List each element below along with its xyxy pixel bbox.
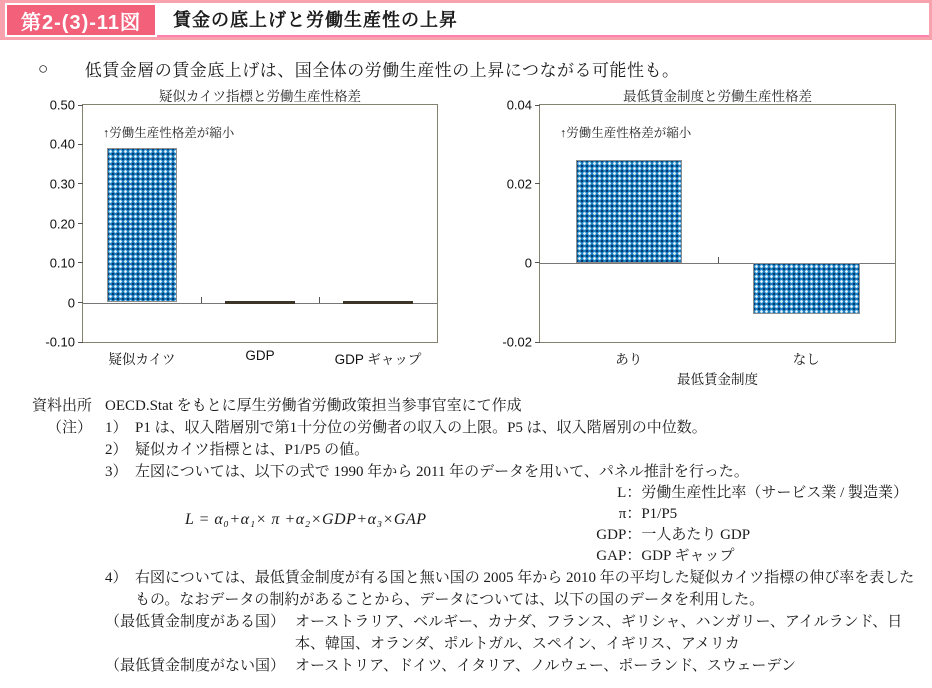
chart-title: 最低賃金制度と労働生産性格差 [623,89,812,104]
y-tick-mark [78,183,83,184]
country-group-list: オーストラリア、ベルギー、カナダ、フランス、ギリシャ、ハンガリー、アイルランド、日本、韓国、オランダ、ポルトガル、スペイン、イギリス、アメリカ [295,614,903,652]
x-category-label: GDP ギャップ [334,352,422,367]
note-row [0,417,918,677]
legend-key: L [617,485,627,501]
y-tick-label: -0.10 [45,334,75,350]
country-group-label: （最低賃金制度がない国） [105,658,286,674]
y-tick-label: -0.02 [502,334,532,350]
country-group-row [105,611,918,655]
legend-key: π [618,506,627,522]
y-tick-mark [78,342,83,343]
legend-key: GAP [596,548,627,564]
note-item [105,417,918,439]
x-category-label: なし [792,352,820,367]
figure-header [0,0,932,40]
y-tick-label: 0.04 [506,97,532,113]
y-tick-mark [78,144,83,145]
y-tick-mark [535,105,540,106]
y-tick-label: 0.10 [49,255,75,271]
source-text: OECD.Stat をもとに厚生労働省労働政策担当参事官室にて作成 [105,398,522,414]
notes-section [0,395,932,677]
y-tick-mark [78,262,83,263]
x-category-label: 疑似カイツ [108,352,176,367]
legend-key: GDP [596,527,627,543]
note-item-text: P1 は、収入階層別で第1十分位の労働者の収入の上限。P5 は、収入階層別の中位数。 [135,420,707,436]
note-items [100,417,918,677]
x-category-label: あり [615,352,643,367]
source-row [0,395,918,417]
annotation-productivity-gap-shrinks: ↑労働生産性格差が縮小 [103,126,235,140]
note-item-number: 1） [105,420,128,436]
country-group-list: オーストリア、ドイツ、イタリア、ノルウェー、ポーランド、スウェーデン [295,658,797,674]
circle-bullet-icon: ○ [38,58,49,78]
legend-colon: ： [626,548,642,564]
note-item [105,461,918,483]
figure-title: 賃金の底上げと労働生産性の上昇 [157,3,929,37]
category-boundary-tick [201,297,202,303]
legend-row [586,504,908,525]
charts-row [0,85,932,385]
category-boundary-tick [718,257,719,263]
regression-formula: L = α₀+α₁× π +α₂×GDP+α₃×GAP [185,511,427,528]
lead-text: 低賃金層の賃金底上げは、国全体の労働生産性の上昇につながる可能性も。 [84,61,680,80]
chart-pseudo-kaitz [24,85,440,385]
note-item-text: 右図については、最低賃金制度が有る国と無い国の 2005 年から 2010 年の平均した疑似カイツ指標の伸び率を表したもの。なおデータの制約があることから、データについては、以下の国のデータを利用した。 [135,570,915,608]
legend-row [586,525,908,546]
legend-colon: ： [626,485,642,501]
x-category-label: GDP [245,348,275,363]
figure-number-label: 第2-(3)-11図 [5,3,157,37]
legend-row [586,483,908,504]
note-item-number: 4） [105,570,128,586]
y-tick-label: 0.50 [49,97,75,113]
legend-colon: ： [626,506,642,522]
x-axis-label: 最低賃金制度 [677,372,758,387]
note-item-number: 3） [105,464,128,480]
y-tick-mark [78,105,83,106]
bar-疑似カイツ [107,148,178,302]
note-item-text: 左図については、以下の式で 1990 年から 2011 年のデータを用いて、パネル推計を行った。 [135,464,749,480]
formula-row [105,483,918,567]
chart-minimum-wage [484,85,898,385]
y-tick-label: 0 [524,255,532,271]
bar-なし [753,263,860,314]
y-tick-mark [78,223,83,224]
note-item [105,439,918,461]
bar-あり [576,160,683,263]
annotation-productivity-gap-shrinks: ↑労働生産性格差が縮小 [560,126,692,140]
y-tick-mark [535,342,540,343]
note-label: （注） [46,420,92,436]
variable-legend [586,483,908,567]
legend-text: 一人あたり GDP [641,527,751,543]
lead-sentence [38,56,932,81]
y-tick-label: 0 [67,295,75,310]
legend-row [586,546,908,567]
source-label: 資料出所 [31,398,92,414]
country-group-label: （最低賃金制度がある国） [105,614,286,630]
plot-area [502,97,896,387]
category-boundary-tick [319,297,320,303]
legend-colon: ： [626,527,642,543]
legend-text: P1/P5 [641,506,678,522]
legend-text: GDP ギャップ [641,548,735,564]
plot-area [45,97,438,367]
y-tick-label: 0.30 [49,176,75,192]
note-item [105,567,918,611]
bar-GDP [225,301,296,304]
bar-GDP ギャップ [343,301,414,304]
country-group-row [105,655,918,677]
y-tick-label: 0.40 [49,136,75,152]
note-item-text: 疑似カイツ指標とは、P1/P5 の値。 [135,442,370,458]
chart-title: 疑似カイツ指標と労働生産性格差 [158,89,362,104]
y-tick-label: 0.02 [506,176,532,192]
y-tick-label: 0.20 [49,216,75,231]
legend-text: 労働生産性比率（サービス業 / 製造業） [641,485,908,501]
y-tick-mark [535,183,540,184]
note-item-number: 2） [105,442,128,458]
